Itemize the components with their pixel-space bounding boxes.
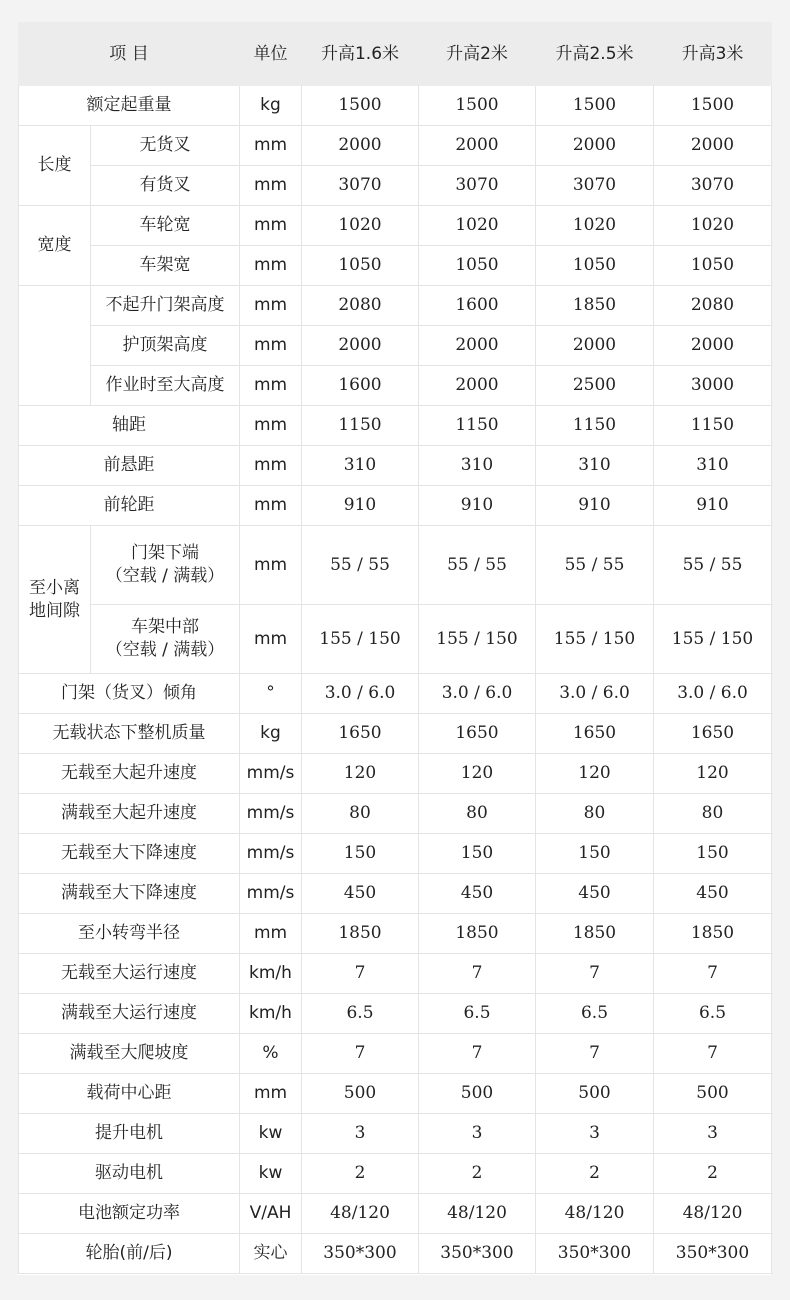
row-unit: kg	[240, 86, 302, 126]
table-row	[19, 754, 772, 794]
row-value: 910	[419, 486, 536, 526]
table-row	[19, 126, 772, 166]
row-unit: °	[240, 674, 302, 714]
row-label: 前悬距	[19, 446, 240, 486]
table-row	[19, 605, 772, 674]
row-unit: mm	[240, 914, 302, 954]
row-label: 至小转弯半径	[19, 914, 240, 954]
row-value: 55 / 55	[536, 526, 654, 605]
row-unit: mm	[240, 166, 302, 206]
row-value: 450	[302, 874, 419, 914]
row-label: 车轮宽	[91, 206, 240, 246]
row-unit: mm	[240, 526, 302, 605]
row-unit: mm	[240, 126, 302, 166]
row-value: 450	[419, 874, 536, 914]
row-label: 提升电机	[19, 1114, 240, 1154]
row-value: 310	[654, 446, 772, 486]
row-value: 3	[654, 1114, 772, 1154]
row-label: 有货叉	[91, 166, 240, 206]
row-value: 1020	[302, 206, 419, 246]
header-col-3: 升高2.5米	[536, 23, 654, 86]
row-value: 1600	[302, 366, 419, 406]
row-unit: kw	[240, 1154, 302, 1194]
table-row	[19, 1154, 772, 1194]
row-label-line-1: 门架下端	[131, 543, 199, 564]
row-value: 1650	[302, 714, 419, 754]
row-unit: km/h	[240, 954, 302, 994]
row-value: 310	[536, 446, 654, 486]
row-label: 轴距	[19, 406, 240, 446]
row-value: 350*300	[536, 1234, 654, 1274]
row-value: 6.5	[419, 994, 536, 1034]
row-value: 2000	[654, 126, 772, 166]
header-col-1: 升高1.6米	[302, 23, 419, 86]
row-value: 500	[536, 1074, 654, 1114]
row-value: 3070	[536, 166, 654, 206]
row-value: 7	[419, 1034, 536, 1074]
row-value: 1850	[419, 914, 536, 954]
row-value: 500	[302, 1074, 419, 1114]
row-value: 310	[302, 446, 419, 486]
row-value: 3	[536, 1114, 654, 1154]
table-row	[19, 446, 772, 486]
row-value: 1600	[419, 286, 536, 326]
row-value: 1850	[536, 914, 654, 954]
row-value: 1850	[536, 286, 654, 326]
row-value: 120	[536, 754, 654, 794]
header-col-2: 升高2米	[419, 23, 536, 86]
table-row	[19, 1114, 772, 1154]
header-item: 项 目	[19, 23, 240, 86]
row-value: 80	[302, 794, 419, 834]
row-value: 150	[536, 834, 654, 874]
row-unit: mm/s	[240, 754, 302, 794]
header-unit: 单位	[240, 23, 302, 86]
table-row	[19, 86, 772, 126]
table-row	[19, 794, 772, 834]
row-label	[91, 526, 240, 605]
row-value: 1500	[536, 86, 654, 126]
row-value: 1150	[536, 406, 654, 446]
row-unit: mm	[240, 246, 302, 286]
row-group-label: 宽度	[19, 206, 91, 286]
row-value: 155 / 150	[654, 605, 772, 674]
row-value: 310	[419, 446, 536, 486]
row-value: 450	[654, 874, 772, 914]
table-row	[19, 1234, 772, 1274]
row-value: 3	[419, 1114, 536, 1154]
row-value: 2000	[536, 326, 654, 366]
group-label-line-2: 地间隙	[29, 600, 80, 621]
table-row	[19, 406, 772, 446]
row-value: 120	[419, 754, 536, 794]
row-value: 2080	[654, 286, 772, 326]
table-row	[19, 674, 772, 714]
row-value: 500	[419, 1074, 536, 1114]
row-value: 1050	[654, 246, 772, 286]
row-value: 1050	[536, 246, 654, 286]
row-value: 910	[302, 486, 419, 526]
row-label: 无载至大运行速度	[19, 954, 240, 994]
row-value: 7	[654, 954, 772, 994]
row-value: 1650	[536, 714, 654, 754]
row-value: 6.5	[654, 994, 772, 1034]
row-value: 2000	[302, 126, 419, 166]
table-row	[19, 366, 772, 406]
row-value: 1150	[302, 406, 419, 446]
row-label: 无载状态下整机质量	[19, 714, 240, 754]
table-header-row	[19, 23, 772, 86]
row-value: 1500	[419, 86, 536, 126]
table-row	[19, 874, 772, 914]
row-value: 2000	[419, 326, 536, 366]
row-value: 55 / 55	[302, 526, 419, 605]
row-unit: mm/s	[240, 834, 302, 874]
row-value: 1150	[654, 406, 772, 446]
row-value: 1850	[302, 914, 419, 954]
row-label: 满载至大爬坡度	[19, 1034, 240, 1074]
row-unit: mm	[240, 406, 302, 446]
row-value: 450	[536, 874, 654, 914]
row-label: 轮胎(前/后)	[19, 1234, 240, 1274]
row-value: 1020	[536, 206, 654, 246]
row-value: 55 / 55	[419, 526, 536, 605]
table-row	[19, 326, 772, 366]
row-value: 7	[302, 1034, 419, 1074]
row-label: 无货叉	[91, 126, 240, 166]
row-value: 150	[654, 834, 772, 874]
table-row	[19, 994, 772, 1034]
row-value: 2500	[536, 366, 654, 406]
row-label: 载荷中心距	[19, 1074, 240, 1114]
row-value: 80	[536, 794, 654, 834]
row-value: 80	[419, 794, 536, 834]
row-label-line-1: 车架中部	[131, 617, 199, 638]
row-value: 350*300	[302, 1234, 419, 1274]
row-label: 额定起重量	[19, 86, 240, 126]
row-value: 150	[302, 834, 419, 874]
row-label: 不起升门架高度	[91, 286, 240, 326]
row-unit: mm	[240, 206, 302, 246]
row-value: 80	[654, 794, 772, 834]
row-unit: mm	[240, 366, 302, 406]
row-unit: km/h	[240, 994, 302, 1034]
row-value: 1050	[419, 246, 536, 286]
table-row	[19, 526, 772, 605]
row-value: 155 / 150	[536, 605, 654, 674]
row-value: 500	[654, 1074, 772, 1114]
row-value: 1020	[419, 206, 536, 246]
table-row	[19, 166, 772, 206]
spec-table	[18, 22, 772, 1274]
row-value: 6.5	[536, 994, 654, 1034]
row-value: 3000	[654, 366, 772, 406]
row-label: 满载至大运行速度	[19, 994, 240, 1034]
table-row	[19, 834, 772, 874]
table-row	[19, 714, 772, 754]
row-value: 3.0 / 6.0	[419, 674, 536, 714]
row-value: 155 / 150	[419, 605, 536, 674]
row-value: 910	[536, 486, 654, 526]
row-label: 门架（货叉）倾角	[19, 674, 240, 714]
row-group-label	[19, 526, 91, 674]
row-unit: mm	[240, 605, 302, 674]
spec-table-sheet	[18, 22, 771, 1275]
table-row	[19, 246, 772, 286]
row-unit: kg	[240, 714, 302, 754]
row-value: 2000	[419, 126, 536, 166]
row-value: 150	[419, 834, 536, 874]
row-value: 48/120	[302, 1194, 419, 1234]
row-value: 910	[654, 486, 772, 526]
row-value: 3.0 / 6.0	[536, 674, 654, 714]
row-unit: mm	[240, 486, 302, 526]
row-value: 155 / 150	[302, 605, 419, 674]
row-label: 电池额定功率	[19, 1194, 240, 1234]
row-value: 2000	[536, 126, 654, 166]
row-value: 1500	[302, 86, 419, 126]
row-unit: V/AH	[240, 1194, 302, 1234]
row-value: 1650	[654, 714, 772, 754]
table-row	[19, 286, 772, 326]
row-value: 2000	[302, 326, 419, 366]
row-value: 120	[302, 754, 419, 794]
table-row	[19, 1074, 772, 1114]
table-row	[19, 1194, 772, 1234]
row-value: 2080	[302, 286, 419, 326]
row-label: 满载至大下降速度	[19, 874, 240, 914]
row-value: 3070	[654, 166, 772, 206]
row-value: 1650	[419, 714, 536, 754]
row-value: 2	[302, 1154, 419, 1194]
row-value: 1500	[654, 86, 772, 126]
row-group-label: 长度	[19, 126, 91, 206]
row-value: 48/120	[419, 1194, 536, 1234]
table-row	[19, 914, 772, 954]
row-unit: mm	[240, 326, 302, 366]
row-value: 1020	[654, 206, 772, 246]
row-value: 2	[536, 1154, 654, 1194]
row-value: 120	[654, 754, 772, 794]
row-unit: mm	[240, 446, 302, 486]
row-label: 护顶架高度	[91, 326, 240, 366]
row-unit: 实心	[240, 1234, 302, 1274]
row-value: 350*300	[419, 1234, 536, 1274]
row-value: 1150	[419, 406, 536, 446]
table-row	[19, 486, 772, 526]
row-label-line-2: （空载 / 满载）	[105, 566, 225, 586]
row-value: 3.0 / 6.0	[654, 674, 772, 714]
row-label: 无载至大下降速度	[19, 834, 240, 874]
row-label-line-2: （空载 / 满载）	[105, 640, 225, 660]
row-value: 3070	[419, 166, 536, 206]
row-value: 2	[419, 1154, 536, 1194]
row-label: 前轮距	[19, 486, 240, 526]
row-value: 7	[302, 954, 419, 994]
row-label: 满载至大起升速度	[19, 794, 240, 834]
row-value: 7	[536, 1034, 654, 1074]
row-group-blank	[19, 286, 91, 406]
row-value: 7	[419, 954, 536, 994]
row-value: 7	[536, 954, 654, 994]
table-row	[19, 206, 772, 246]
row-unit: mm	[240, 286, 302, 326]
row-value: 2000	[654, 326, 772, 366]
row-unit: mm/s	[240, 874, 302, 914]
row-unit: mm	[240, 1074, 302, 1114]
row-label: 作业时至大高度	[91, 366, 240, 406]
row-unit: mm/s	[240, 794, 302, 834]
header-col-4: 升高3米	[654, 23, 772, 86]
row-label: 车架宽	[91, 246, 240, 286]
row-value: 3.0 / 6.0	[302, 674, 419, 714]
row-label: 驱动电机	[19, 1154, 240, 1194]
row-value: 48/120	[654, 1194, 772, 1234]
row-value: 1050	[302, 246, 419, 286]
row-value: 350*300	[654, 1234, 772, 1274]
row-value: 6.5	[302, 994, 419, 1034]
row-label	[91, 605, 240, 674]
row-unit: %	[240, 1034, 302, 1074]
group-label-line-1: 至小离	[29, 577, 80, 598]
row-value: 2000	[419, 366, 536, 406]
row-label: 无载至大起升速度	[19, 754, 240, 794]
row-value: 48/120	[536, 1194, 654, 1234]
row-value: 1850	[654, 914, 772, 954]
row-value: 2	[654, 1154, 772, 1194]
row-value: 3	[302, 1114, 419, 1154]
row-unit: kw	[240, 1114, 302, 1154]
row-value: 55 / 55	[654, 526, 772, 605]
table-row	[19, 954, 772, 994]
row-value: 3070	[302, 166, 419, 206]
table-row	[19, 1034, 772, 1074]
row-value: 7	[654, 1034, 772, 1074]
